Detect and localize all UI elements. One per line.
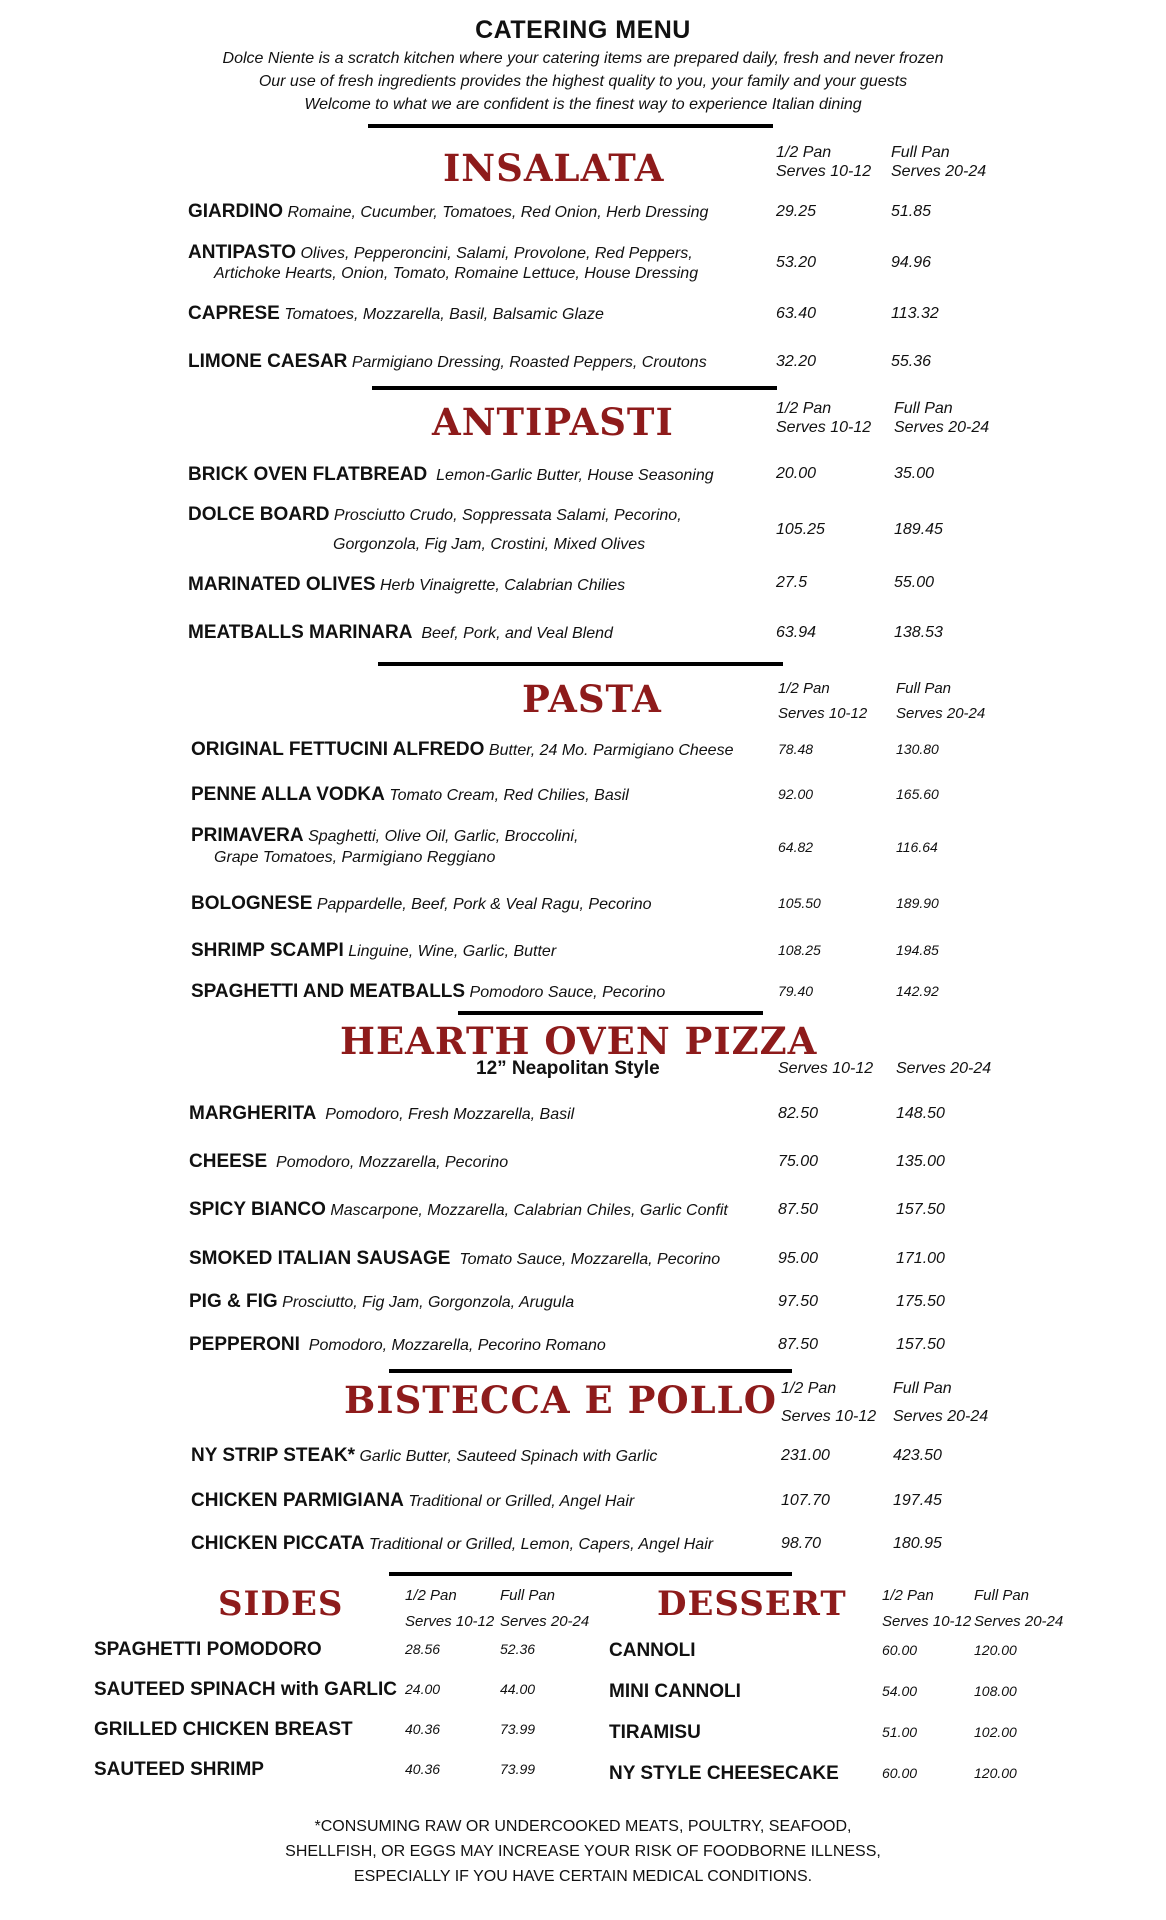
divider — [389, 1572, 792, 1576]
price-half: 97.50 — [778, 1293, 819, 1310]
intro-line-3: Welcome to what we are confident is the finest way to experience Italian dining — [304, 96, 862, 113]
menu-item: DOLCE BOARD Prosciutto Crudo, Soppressata Salami, Pecorino, — [188, 504, 682, 525]
dessert-item: MINI CANNOLI — [609, 1681, 741, 1702]
price-full: 197.45 — [893, 1492, 942, 1509]
price-full: 142.92 — [896, 983, 939, 999]
col-header-full: Full Pan Serves 20-24 — [974, 1587, 1064, 1630]
price-half: 63.94 — [776, 624, 817, 641]
intro-line-2: Our use of fresh ingredients provides the highest quality to you, your family and your guests — [258, 73, 908, 90]
menu-item: MARGHERITA Pomodoro, Fresh Mozzarella, Basil — [189, 1103, 575, 1124]
price-half: 98.70 — [781, 1535, 822, 1552]
price-full: 55.00 — [894, 574, 935, 591]
divider — [389, 1369, 792, 1373]
price-half: 40.36 — [405, 1721, 441, 1737]
price-half: 40.36 — [405, 1761, 441, 1777]
section-title-sides: SIDES — [218, 1584, 344, 1624]
price-full: 423.50 — [893, 1447, 942, 1464]
side-item: SPAGHETTI POMODORO — [94, 1639, 322, 1660]
divider — [378, 662, 783, 666]
divider — [458, 1011, 763, 1015]
price-full: 175.50 — [896, 1293, 945, 1310]
menu-item: GIARDINO Romaine, Cucumber, Tomatoes, Red Onion, Herb Dressing — [188, 201, 709, 222]
col-header-half: 1/2 Pan Serves 10-12 — [882, 1587, 972, 1630]
section-title-antipasti: ANTIPASTI — [432, 400, 674, 444]
col-header-half: 1/2 Pan Serves 10-12 — [781, 1380, 877, 1425]
price-full: 171.00 — [896, 1250, 945, 1267]
col-header-full: Full Pan Serves 20-24 — [500, 1587, 590, 1630]
menu-item: ANTIPASTO Olives, Pepperoncini, Salami, Provolone, Red Peppers, — [188, 242, 693, 263]
menu-item: MARINATED OLIVES Herb Vinaigrette, Calabrian Chilies — [188, 574, 626, 595]
price-full: 35.00 — [894, 465, 935, 482]
price-full: 135.00 — [896, 1153, 945, 1170]
price-full: 189.45 — [894, 521, 943, 538]
dessert-item: NY STYLE CHEESECAKE — [609, 1763, 839, 1784]
health-disclaimer: *CONSUMING RAW OR UNDERCOOKED MEATS, POULTRY, SEAFOOD, SHELLFISH, OR EGGS MAY INCREASE YOUR RISK OF FOODBORNE ILLNESS, ESPECIALLY IF YOU HAVE CERTAIN MEDICAL CONDITIONS. — [285, 1818, 881, 1885]
side-item: GRILLED CHICKEN BREAST — [94, 1719, 353, 1740]
price-half: 29.25 — [776, 203, 817, 220]
price-full: 108.00 — [974, 1683, 1017, 1699]
col-header-full: Full Pan Serves 20-24 — [891, 144, 987, 180]
price-full: 180.95 — [893, 1535, 942, 1552]
price-full: 116.64 — [896, 839, 938, 855]
section-title-dessert: DESSERT — [657, 1584, 847, 1624]
price-half: 107.70 — [781, 1492, 830, 1509]
side-item: SAUTEED SPINACH with GARLIC — [94, 1679, 397, 1700]
price-full: 138.53 — [894, 624, 943, 641]
menu-item-desc-cont: Grape Tomatoes, Parmigiano Reggiano — [214, 849, 496, 866]
side-item: SAUTEED SHRIMP — [94, 1759, 264, 1780]
price-half: 95.00 — [778, 1250, 819, 1267]
price-full: 51.85 — [891, 203, 932, 220]
price-full: 55.36 — [891, 353, 932, 370]
price-full: 44.00 — [500, 1681, 536, 1697]
col-header-half: 1/2 Pan Serves 10-12 — [776, 400, 872, 436]
pizza-subtitle: 12” Neapolitan Style — [476, 1058, 660, 1079]
menu-item: PRIMAVERA Spaghetti, Olive Oil, Garlic, Broccolini, — [191, 825, 579, 846]
price-half: 60.00 — [882, 1765, 918, 1781]
col-header-half: 1/2 Pan Serves 10-12 — [776, 144, 872, 180]
price-full: 52.36 — [500, 1641, 536, 1657]
menu-item: NY STRIP STEAK* Garlic Butter, Sauteed Spinach with Garlic — [191, 1445, 658, 1466]
col-header-half: Serves 10-12 — [778, 1060, 874, 1077]
price-half: 105.50 — [778, 895, 821, 911]
price-half: 24.00 — [405, 1681, 441, 1697]
price-full: 113.32 — [891, 305, 939, 322]
section-title-pasta: PASTA — [522, 677, 662, 721]
price-half: 92.00 — [778, 786, 814, 802]
price-full: 165.60 — [896, 786, 939, 802]
price-half: 87.50 — [778, 1201, 819, 1218]
price-full: 120.00 — [974, 1642, 1017, 1658]
col-header-full: Full Pan Serves 20-24 — [893, 1380, 989, 1425]
menu-item: CHICKEN PICCATA Traditional or Grilled, Lemon, Capers, Angel Hair — [191, 1533, 714, 1554]
menu-item: PEPPERONI Pomodoro, Mozzarella, Pecorino Romano — [189, 1334, 606, 1355]
price-full: 148.50 — [896, 1105, 945, 1122]
section-title-insalata: INSALATA — [443, 146, 665, 190]
price-full: 157.50 — [896, 1336, 945, 1353]
col-header-half: 1/2 Pan Serves 10-12 — [405, 1587, 495, 1630]
menu-item: ORIGINAL FETTUCINI ALFREDO Butter, 24 Mo. Parmigiano Cheese — [191, 739, 734, 760]
menu-item: CHICKEN PARMIGIANA Traditional or Grilled, Angel Hair — [191, 1490, 635, 1511]
menu-item: SPAGHETTI AND MEATBALLS Pomodoro Sauce, Pecorino — [191, 981, 666, 1002]
divider — [372, 386, 777, 390]
price-half: 51.00 — [882, 1724, 918, 1740]
menu-item: SHRIMP SCAMPI Linguine, Wine, Garlic, Butter — [191, 940, 557, 961]
price-half: 20.00 — [776, 465, 817, 482]
col-header-full: Serves 20-24 — [896, 1060, 992, 1077]
col-header-half: 1/2 Pan Serves 10-12 — [778, 680, 868, 722]
price-half: 28.56 — [405, 1641, 441, 1657]
menu-item: SMOKED ITALIAN SAUSAGE Tomato Sauce, Mozzarella, Pecorino — [189, 1248, 721, 1269]
menu-item: CHEESE Pomodoro, Mozzarella, Pecorino — [189, 1151, 509, 1172]
price-full: 120.00 — [974, 1765, 1017, 1781]
price-half: 54.00 — [882, 1683, 918, 1699]
price-full: 157.50 — [896, 1201, 945, 1218]
menu-item: PIG & FIG Prosciutto, Fig Jam, Gorgonzola, Arugula — [189, 1291, 575, 1312]
menu-item-desc-cont: Artichoke Hearts, Onion, Tomato, Romaine Lettuce, House Dressing — [214, 265, 699, 282]
price-full: 130.80 — [896, 741, 939, 757]
price-half: 63.40 — [776, 305, 817, 322]
page-title: CATERING MENU — [475, 16, 691, 44]
price-half: 75.00 — [778, 1153, 819, 1170]
price-full: 94.96 — [891, 254, 932, 271]
price-half: 53.20 — [776, 254, 817, 271]
dessert-item: CANNOLI — [609, 1640, 696, 1661]
dessert-item: TIRAMISU — [609, 1722, 701, 1743]
section-title-bistecca: BISTECCA E POLLO — [344, 1378, 777, 1422]
menu-item: MEATBALLS MARINARA Beef, Pork, and Veal Blend — [188, 622, 613, 643]
menu-item: BRICK OVEN FLATBREAD Lemon-Garlic Butter, House Seasoning — [188, 464, 714, 485]
menu-item: PENNE ALLA VODKA Tomato Cream, Red Chilies, Basil — [191, 784, 629, 805]
price-half: 78.48 — [778, 741, 814, 757]
price-full: 194.85 — [896, 942, 939, 958]
menu-item: CAPRESE Tomatoes, Mozzarella, Basil, Balsamic Glaze — [188, 303, 604, 324]
price-half: 60.00 — [882, 1642, 918, 1658]
price-full: 73.99 — [500, 1761, 536, 1777]
price-full: 73.99 — [500, 1721, 536, 1737]
menu-item-desc-cont: Gorgonzola, Fig Jam, Crostini, Mixed Olives — [333, 536, 646, 553]
price-full: 102.00 — [974, 1724, 1017, 1740]
price-half: 231.00 — [781, 1447, 830, 1464]
price-half: 64.82 — [778, 839, 814, 855]
menu-item: BOLOGNESE Pappardelle, Beef, Pork & Veal Ragu, Pecorino — [191, 893, 652, 914]
menu-item: SPICY BIANCO Mascarpone, Mozzarella, Calabrian Chiles, Garlic Confit — [189, 1199, 728, 1220]
section-title-pizza: HEARTH OVEN PIZZA — [340, 1019, 818, 1063]
price-half: 105.25 — [776, 521, 825, 538]
col-header-full: Full Pan Serves 20-24 — [894, 400, 990, 436]
price-half: 27.5 — [776, 574, 808, 591]
divider — [368, 124, 773, 128]
col-header-full: Full Pan Serves 20-24 — [896, 680, 986, 722]
price-half: 82.50 — [778, 1105, 819, 1122]
price-full: 189.90 — [896, 895, 939, 911]
price-half: 108.25 — [778, 942, 821, 958]
price-half: 79.40 — [778, 983, 814, 999]
price-half: 87.50 — [778, 1336, 819, 1353]
menu-item: LIMONE CAESAR Parmigiano Dressing, Roasted Peppers, Croutons — [188, 351, 707, 372]
price-half: 32.20 — [776, 353, 817, 370]
intro-line-1: Dolce Niente is a scratch kitchen where your catering items are prepared daily, fresh and never frozen — [222, 50, 944, 67]
